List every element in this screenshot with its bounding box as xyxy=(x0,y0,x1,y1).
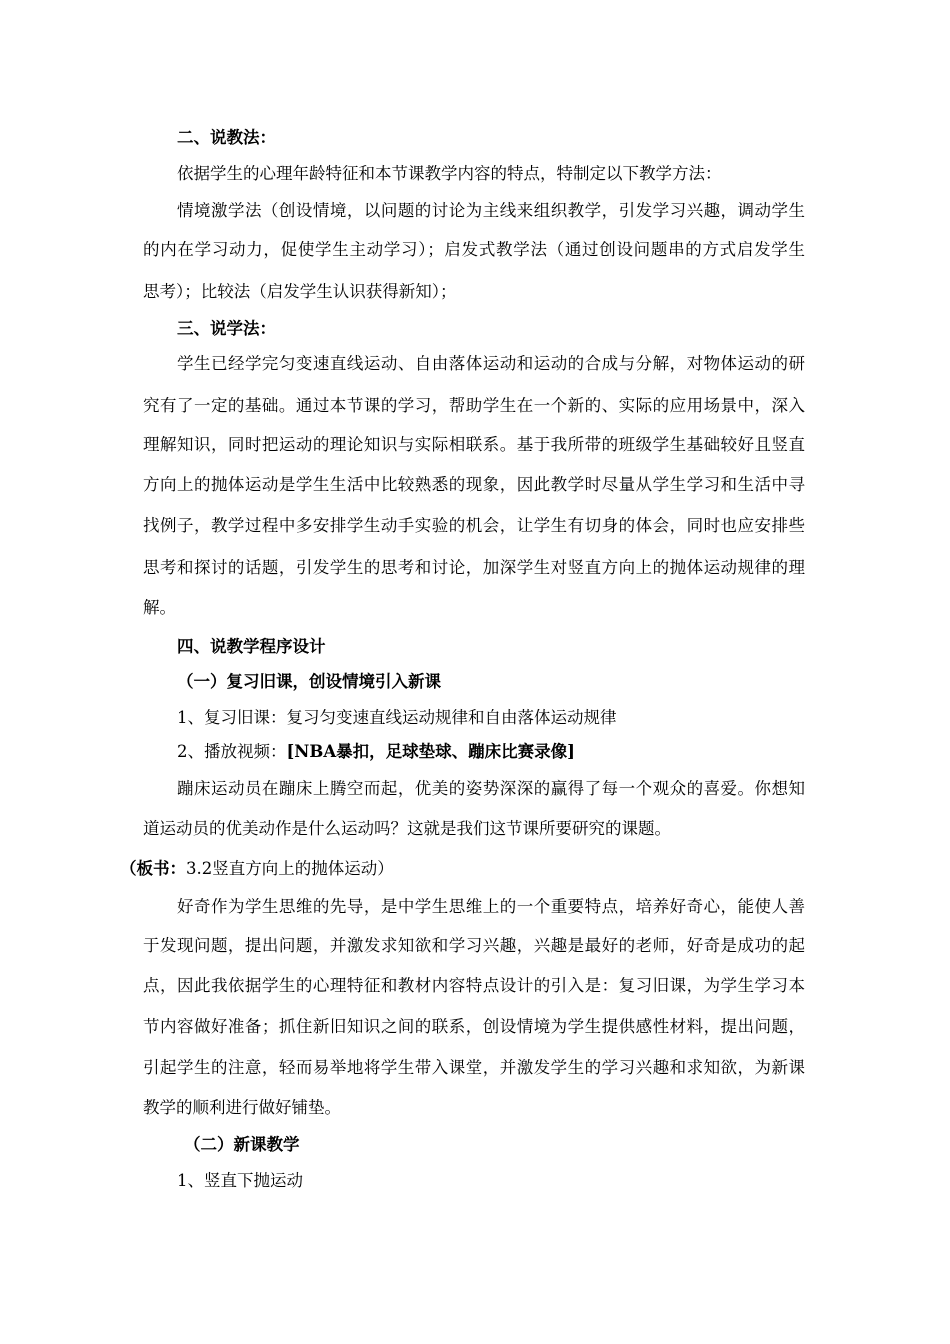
method-detail-line-2: 的内在学习动力，促使学生主动学习）；启发式教学法（通过创设问题串的方式启发学生 xyxy=(143,240,805,259)
learning-detail-line-7: 解。 xyxy=(143,598,176,617)
method-intro: 依据学生的心理年龄特征和本节课教学内容的特点，特制定以下教学方法： xyxy=(177,164,722,183)
method-detail-line-3: 思考）；比较法（启发学生认识获得新知）； xyxy=(143,282,457,301)
learning-detail-line-6: 思考和探讨的话题，引发学生的思考和讨论，加深学生对竖直方向上的抛体运动规律的理 xyxy=(143,558,805,577)
learning-detail-line-2: 究有了一定的基础。通过本节课的学习，帮助学生在一个新的、实际的应用场景中，深入 xyxy=(143,396,805,415)
review-item-1: 1、复习旧课：复习匀变速直线运动规律和自由落体运动规律 xyxy=(177,708,617,727)
heading-procedure: 四、说教学程序设计 xyxy=(177,637,326,656)
learning-detail-line-1: 学生已经学完匀变速直线运动、自由落体运动和运动的合成与分解，对物体运动的研 xyxy=(177,354,805,373)
board-prefix: （板书： xyxy=(120,859,186,878)
subheading-new-lesson: （二）新课教学 xyxy=(184,1135,300,1154)
new-lesson-item-1: 1、竖直下抛运动 xyxy=(177,1171,303,1190)
review-item-2-video-list: [NBA暴扣，足球垫球、蹦床比赛录像] xyxy=(286,742,575,761)
curiosity-line-1: 好奇作为学生思维的先导，是中学生思维上的一个重要特点，培养好奇心，能使人善 xyxy=(177,897,805,916)
learning-detail-line-4: 方向上的抛体运动是学生生活中比较熟悉的现象，因此教学时尽量从学生学习和生活中寻 xyxy=(143,475,805,494)
curiosity-line-6: 教学的顺利进行做好铺垫。 xyxy=(143,1098,341,1117)
curiosity-line-4: 节内容做好准备；抓住新旧知识之间的联系，创设情境为学生提供感性材料，提出问题， xyxy=(143,1017,805,1036)
curiosity-line-2: 于发现问题，提出问题，并激发求知欲和学习兴趣，兴趣是最好的老师，好奇是成功的起 xyxy=(143,936,805,955)
curiosity-line-5: 引起学生的注意，轻而易举地将学生带入课堂，并激发学生的学习兴趣和求知欲，为新课 xyxy=(143,1058,805,1077)
heading-teaching-method: 二、说教法： xyxy=(177,128,276,147)
heading-learning-method: 三、说学法： xyxy=(177,319,276,338)
board-note xyxy=(120,858,790,880)
trampoline-line-1: 蹦床运动员在蹦床上腾空而起，优美的姿势深深的赢得了每一个观众的喜爱。你想知 xyxy=(177,779,805,798)
trampoline-line-2: 道运动员的优美动作是什么运动吗？这就是我们这节课所要研究的课题。 xyxy=(143,819,671,838)
learning-detail-line-3: 理解知识，同时把运动的理论知识与实际相联系。基于我所带的班级学生基础较好且竖直 xyxy=(143,435,805,454)
review-item-2-prefix: 2、播放视频： xyxy=(177,742,287,761)
learning-detail-line-5: 找例子，教学过程中多安排学生动手实验的机会，让学生有切身的体会，同时也应安排些 xyxy=(143,516,805,535)
subheading-review: （一）复习旧课，创设情境引入新课 xyxy=(177,672,441,691)
board-text: 3.2竖直方向上的抛体运动） xyxy=(186,859,394,878)
method-detail-line-1: 情境激学法（创设情境，以问题的讨论为主线来组织教学，引发学习兴趣，调动学生 xyxy=(177,201,805,220)
review-item-2 xyxy=(177,741,847,763)
curiosity-line-3: 点，因此我依据学生的心理特征和教材内容特点设计的引入是：复习旧课，为学生学习本 xyxy=(143,976,805,995)
